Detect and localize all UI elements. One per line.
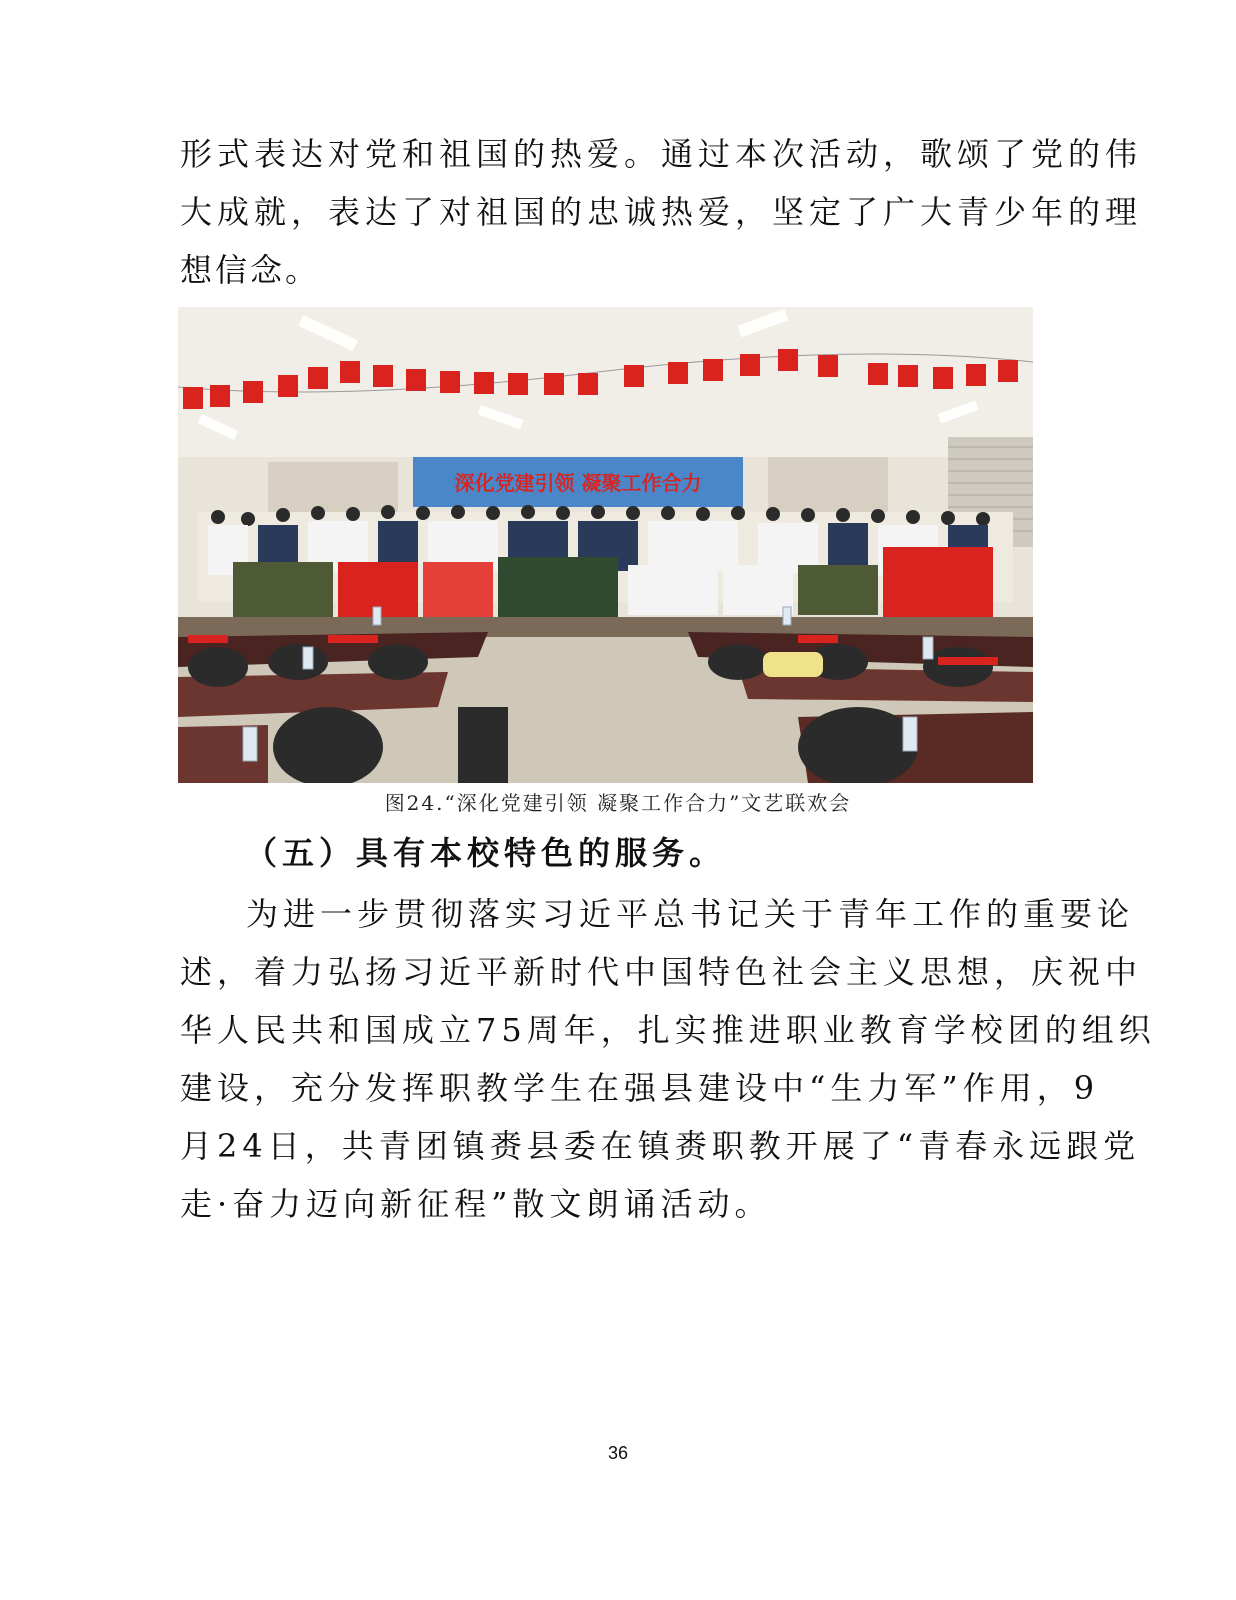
text-line: 华人民共和国成立75周年，扎实推进职业教育学校团的组织 <box>180 1011 1156 1049</box>
text-line: 为进一步贯彻落实习近平总书记关于青年工作的重要论 <box>246 895 1135 933</box>
text-line: 想信念。 <box>180 251 321 289</box>
intro-paragraph <box>180 125 1143 299</box>
text-line: 走·奋力迈向新征程”散文朗诵活动。 <box>180 1185 772 1223</box>
figure-caption: 图24.“深化党建引领 凝聚工作合力”文艺联欢会 <box>384 791 852 815</box>
body-paragraph <box>180 885 1156 1233</box>
text-line: 大成就，表达了对祖国的忠诚热爱，坚定了广大青少年的理 <box>180 193 1143 231</box>
section-heading: （五）具有本校特色的服务。 <box>245 834 727 872</box>
text-line: 建设，充分发挥职教学生在强县建设中“生力军”作用，9 <box>180 1069 1100 1107</box>
text-line: 形式表达对党和祖国的热爱。通过本次活动，歌颂了党的伟 <box>180 135 1143 173</box>
banner-text: 深化党建引领 凝聚工作合力 <box>454 471 702 495</box>
text-line: 述，着力弘扬习近平新时代中国特色社会主义思想，庆祝中 <box>180 953 1143 991</box>
page-number: 36 <box>607 1443 629 1463</box>
text-line: 月24日，共青团镇赉县委在镇赉职教开展了“青春永远跟党 <box>180 1127 1141 1165</box>
event-photo <box>178 307 1033 783</box>
